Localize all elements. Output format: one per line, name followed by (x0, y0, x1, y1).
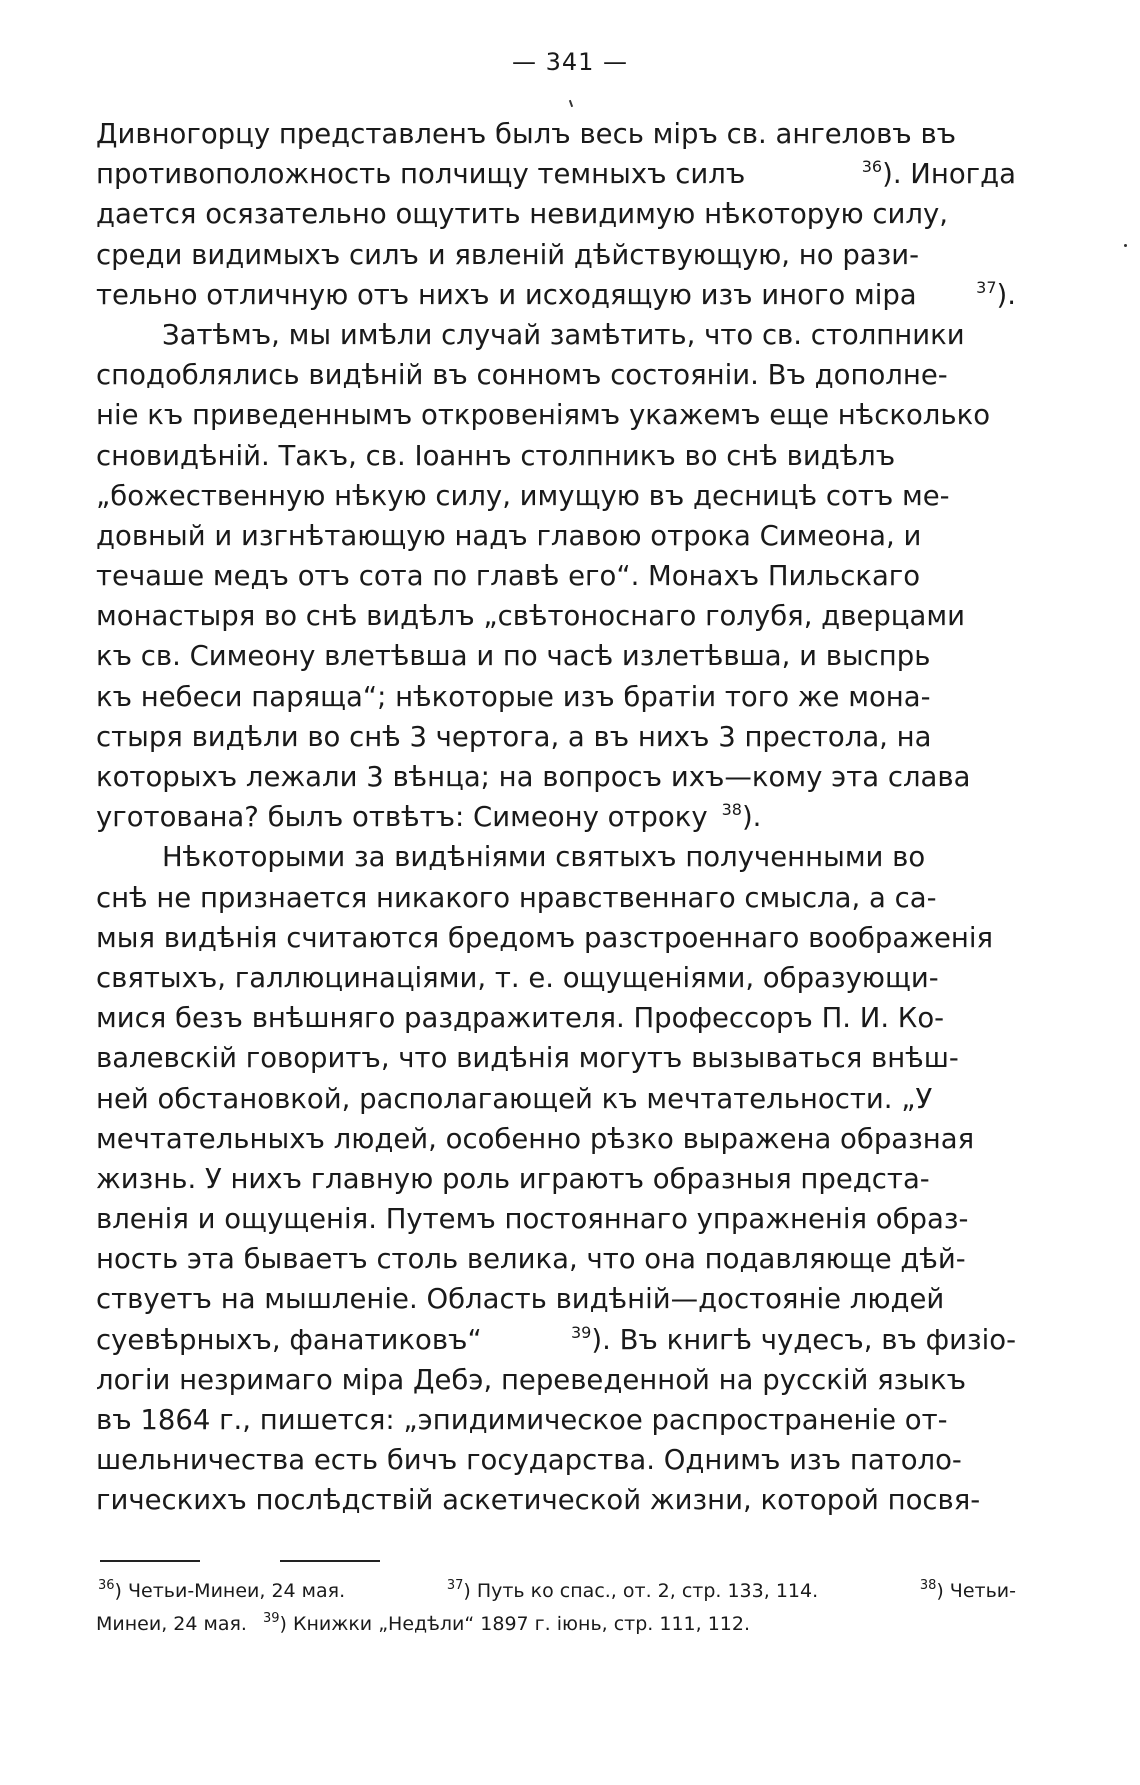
text-line: суевѣрныхъ, фанатиковъ“ $^{39}$). Въ книгѣ чудесъ, въ физіо- (96, 1322, 1016, 1356)
text-line: къ св. Симеону влетѣвша и по часѣ излетѣвша, и выспрь (96, 640, 931, 673)
body-text (96, 114, 1016, 1521)
text-line: среди видимыхъ силъ и явленій дѣйствующую, но рази- (96, 238, 920, 271)
text-line: мися безъ внѣшняго раздражителя. Профессоръ П. И. Ко- (96, 1002, 945, 1035)
text-line: Затѣмъ, мы имѣли случай замѣтить, что св. столпники (162, 318, 965, 351)
text-line: уготована? былъ отвѣтъ: Симеону отроку $^{38}$). (96, 800, 762, 834)
text-line: стыря видѣли во снѣ 3 чертога, а въ нихъ 3 престола, на (96, 720, 932, 753)
footnote-line (96, 1575, 1016, 1608)
footnote-line (96, 1608, 1016, 1641)
footnote-ref: 38 (721, 800, 742, 820)
footnote-ref: 37 (976, 277, 997, 297)
text-line: святыхъ, галлюцинаціями, т. е. ощущеніями, образующи- (96, 961, 939, 994)
text-line: тельно отличную отъ нихъ и исходящую изъ иного міра $^{37}$). (96, 277, 1016, 311)
text-line: противоположность полчищу темныхъ силъ $^{36}$). Иногда (96, 157, 1016, 191)
text-line: гическихъ послѣдствій аскетической жизни, которой посвя- (96, 1484, 981, 1517)
text-line: дается осязательно ощутить невидимую нѣкоторую силу, (96, 198, 949, 231)
text-line: валевскій говоритъ, что видѣнія могутъ вызываться внѣш- (96, 1042, 959, 1075)
text-line: ней обстановкой, располагающей къ мечтательности. „У (96, 1082, 933, 1115)
text-line: ствуетъ на мышленіе. Область видѣній—достояніе людей (96, 1283, 945, 1316)
page-number: — 341 — (511, 48, 629, 76)
footnote-divider (100, 1560, 200, 1562)
text-line: вленія и ощущенія. Путемъ постояннаго упражненія образ- (96, 1203, 969, 1236)
footnotes (96, 1575, 1016, 1641)
text-line: Нѣкоторыми за видѣніями святыхъ полученными во (162, 841, 926, 874)
footnote-37: $^{37}$) Путь ко спас., от. 2, стр. 133, 114. (446, 1578, 819, 1602)
text-line: которыхъ лежали 3 вѣнца; на вопросъ ихъ—кому эта слава (96, 761, 971, 793)
text-line: довный и изгнѣтающую надъ главою отрока Симеона, и (96, 519, 922, 552)
text-line: ность эта бываетъ столь велика, что она подавляюще дѣй- (96, 1243, 966, 1276)
footnote-38: $^{38}$) Четьи- (919, 1578, 1016, 1602)
text-line: сподоблялись видѣній въ сонномъ состояніи. Въ дополне- (96, 359, 948, 392)
text-line: мыя видѣнія считаются бредомъ разстроеннаго воображенія (96, 921, 994, 954)
text-line: монастыря во снѣ видѣлъ „свѣтоноснаго голубя, дверцами (96, 600, 965, 633)
text-line: мечтательныхъ людей, особенно рѣзко выражена образная (96, 1122, 975, 1155)
stray-ink-mark (569, 100, 573, 107)
text-line: жизнь. У нихъ главную роль играютъ образныя предста- (96, 1162, 930, 1195)
footnote-ref: 36 (861, 157, 883, 177)
text-line: ніе къ приведеннымъ откровеніямъ укажемъ еще нѣсколько (96, 399, 991, 432)
text-line: въ 1864 г., пишется: „эпидимическое распространеніе от- (96, 1404, 948, 1436)
footnote-38-cont: Минеи, 24 мая. (96, 1613, 247, 1635)
margin-dot (1124, 244, 1127, 247)
text-line: Дивногорцу представленъ былъ весь міръ св. ангеловъ въ (96, 118, 957, 150)
footnote-ref: 39 (571, 1322, 592, 1342)
footnote-36: $^{36}$) Четьи-Минеи, 24 мая. (98, 1578, 346, 1602)
text-line: „божественную нѣкую силу, имущую въ десницѣ сотъ ме- (96, 479, 950, 512)
text-line: снѣ не признается никакого нравственнаго смысла, а са- (96, 881, 937, 914)
footnote-divider (280, 1560, 380, 1562)
text-line: сновидѣній. Такъ, св. Іоаннъ столпникъ во снѣ видѣлъ (96, 439, 896, 472)
text-line: течаше медъ отъ сота по главѣ его“. Монахъ Пильскаго (96, 560, 921, 593)
footnote-39: $^{39}$) Книжки „Недѣли“ 1897 г. іюнь, стр. 111, 112. (262, 1611, 751, 1635)
text-line: шельничества есть бичъ государства. Однимъ изъ патоло- (96, 1444, 962, 1477)
text-line: къ небеси паряща“; нѣкоторые изъ братіи того же мона- (96, 680, 931, 713)
text-line: логіи незримаго міра Дебэ, переведенной на русскій языкъ (96, 1363, 966, 1396)
